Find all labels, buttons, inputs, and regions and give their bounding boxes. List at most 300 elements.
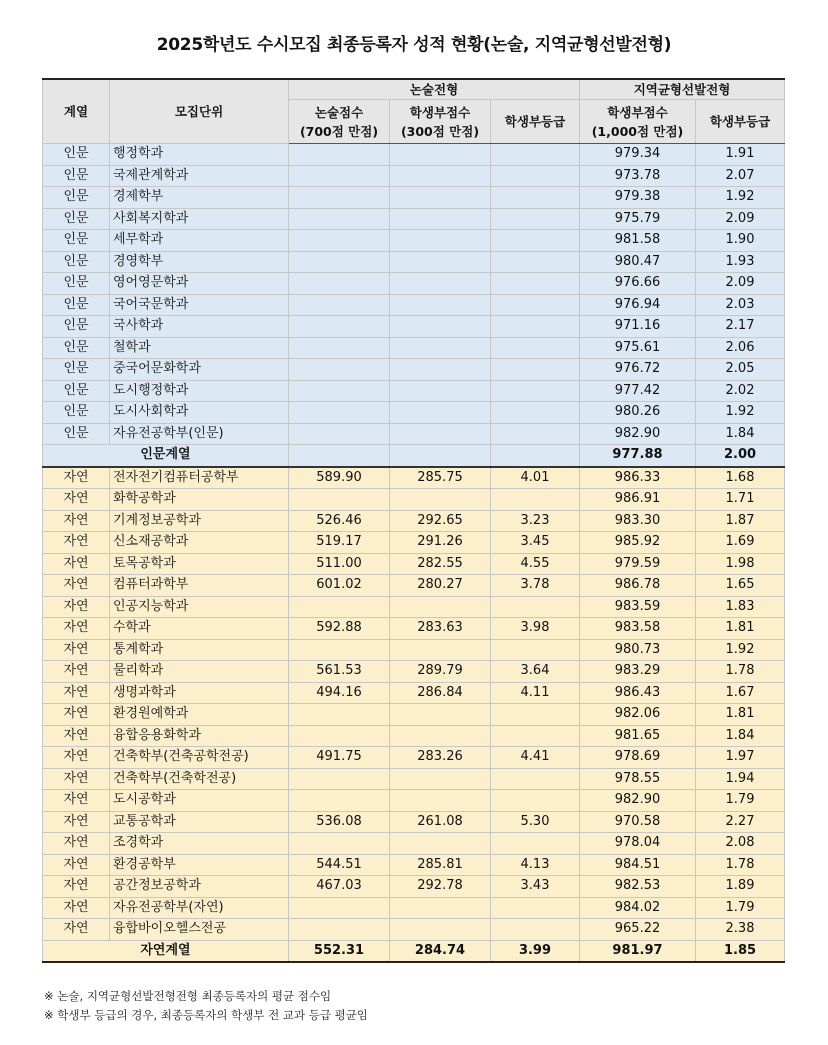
header-essay-group: 논술전형 <box>289 79 580 100</box>
table-row <box>43 618 785 640</box>
essay-score-cell <box>289 639 390 661</box>
regional-record-score-cell: 978.04 <box>580 833 696 855</box>
regional-record-score-cell: 965.22 <box>580 919 696 941</box>
subtotal-row <box>43 940 785 962</box>
regional-record-score-cell: 986.78 <box>580 575 696 597</box>
regional-record-score-cell: 971.16 <box>580 316 696 338</box>
header-essay-score-label: 논술점수 <box>314 104 364 120</box>
regional-grade-cell: 1.91 <box>696 144 785 166</box>
regional-grade-cell: 1.83 <box>696 596 785 618</box>
regional-record-score-cell: 970.58 <box>580 811 696 833</box>
header-essay-record-score-label: 학생부점수 <box>409 104 471 120</box>
table-row <box>43 359 785 381</box>
regional-grade-cell: 1.92 <box>696 187 785 209</box>
essay-record-score-cell <box>390 144 491 166</box>
track-cell: 인문 <box>43 165 110 187</box>
essay-record-score-cell: 283.63 <box>390 618 491 640</box>
track-cell: 자연 <box>43 768 110 790</box>
unit-cell: 생명과학과 <box>110 682 289 704</box>
table-row <box>43 423 785 445</box>
essay-grade-cell <box>491 316 580 338</box>
regional-record-score-cell: 977.42 <box>580 380 696 402</box>
essay-grade-cell <box>491 919 580 941</box>
essay-record-score-cell <box>390 273 491 295</box>
header-regional-record-score <box>580 100 696 144</box>
regional-record-score-cell: 980.73 <box>580 639 696 661</box>
essay-score-cell <box>289 919 390 941</box>
regional-grade-cell: 1.78 <box>696 661 785 683</box>
essay-score-cell: 526.46 <box>289 510 390 532</box>
essay-record-score-cell <box>390 402 491 424</box>
unit-cell: 전자전기컴퓨터공학부 <box>110 467 289 489</box>
regional-grade-cell: 2.38 <box>696 919 785 941</box>
regional-record-score-cell: 983.59 <box>580 596 696 618</box>
regional-grade-cell: 2.17 <box>696 316 785 338</box>
essay-grade-cell: 4.13 <box>491 854 580 876</box>
regional-grade-cell: 2.27 <box>696 811 785 833</box>
essay-grade-cell <box>491 897 580 919</box>
regional-grade-cell: 1.81 <box>696 704 785 726</box>
unit-cell: 국사학과 <box>110 316 289 338</box>
track-cell: 자연 <box>43 854 110 876</box>
essay-record-score-cell <box>390 790 491 812</box>
essay-grade-cell <box>491 833 580 855</box>
essay-record-score-cell: 286.84 <box>390 682 491 704</box>
essay-score-cell <box>289 251 390 273</box>
regional-record-score-cell: 985.92 <box>580 532 696 554</box>
track-cell: 자연 <box>43 532 110 554</box>
table-row <box>43 294 785 316</box>
regional-grade-cell: 1.81 <box>696 618 785 640</box>
essay-score-cell <box>289 423 390 445</box>
essay-score-cell <box>289 790 390 812</box>
essay-grade-cell <box>491 273 580 295</box>
unit-cell: 세무학과 <box>110 230 289 252</box>
essay-grade-cell <box>491 596 580 618</box>
subtotal-label: 자연계열 <box>43 940 289 962</box>
regional-record-score-cell: 981.58 <box>580 230 696 252</box>
subtotal-essay-score-cell <box>289 445 390 467</box>
unit-cell: 국제관계학과 <box>110 165 289 187</box>
subtotal-regional-record-score-cell: 977.88 <box>580 445 696 467</box>
subtotal-regional-grade-cell: 1.85 <box>696 940 785 962</box>
essay-record-score-cell <box>390 165 491 187</box>
essay-grade-cell <box>491 294 580 316</box>
track-cell: 인문 <box>43 251 110 273</box>
essay-score-cell <box>289 294 390 316</box>
table-row <box>43 532 785 554</box>
regional-record-score-cell: 986.43 <box>580 682 696 704</box>
table-row <box>43 854 785 876</box>
track-cell: 자연 <box>43 919 110 941</box>
unit-cell: 인공지능학과 <box>110 596 289 618</box>
table-row <box>43 337 785 359</box>
regional-grade-cell: 1.68 <box>696 467 785 489</box>
essay-grade-cell <box>491 790 580 812</box>
essay-grade-cell: 3.78 <box>491 575 580 597</box>
unit-cell: 교통공학과 <box>110 811 289 833</box>
track-cell: 인문 <box>43 144 110 166</box>
essay-record-score-cell <box>390 208 491 230</box>
regional-record-score-cell: 986.33 <box>580 467 696 489</box>
regional-grade-cell: 2.08 <box>696 833 785 855</box>
track-cell: 자연 <box>43 467 110 489</box>
essay-score-cell <box>289 402 390 424</box>
essay-score-cell <box>289 596 390 618</box>
track-cell: 자연 <box>43 553 110 575</box>
table-row <box>43 467 785 489</box>
footnote: ※ 논술, 지역균형선발전형전형 최종등록자의 평균 점수임 <box>44 989 332 1003</box>
essay-grade-cell: 3.64 <box>491 661 580 683</box>
table-row <box>43 165 785 187</box>
header-essay-grade: 학생부등급 <box>491 100 580 144</box>
essay-score-cell <box>289 208 390 230</box>
essay-grade-cell: 4.01 <box>491 467 580 489</box>
essay-grade-cell: 4.41 <box>491 747 580 769</box>
track-cell: 인문 <box>43 380 110 402</box>
track-cell: 자연 <box>43 876 110 898</box>
regional-record-score-cell: 986.91 <box>580 489 696 511</box>
regional-grade-cell: 1.97 <box>696 747 785 769</box>
table-row <box>43 704 785 726</box>
essay-score-cell <box>289 337 390 359</box>
track-cell: 자연 <box>43 725 110 747</box>
essay-record-score-cell <box>390 919 491 941</box>
track-cell: 인문 <box>43 359 110 381</box>
essay-record-score-cell <box>390 337 491 359</box>
essay-score-cell <box>289 380 390 402</box>
essay-record-score-cell <box>390 725 491 747</box>
subtotal-essay-record-score-cell <box>390 445 491 467</box>
table-row <box>43 790 785 812</box>
essay-record-score-cell <box>390 380 491 402</box>
essay-record-score-cell <box>390 639 491 661</box>
table-row <box>43 897 785 919</box>
essay-score-cell: 544.51 <box>289 854 390 876</box>
unit-cell: 도시행정학과 <box>110 380 289 402</box>
header-unit: 모집단위 <box>110 79 289 144</box>
header-regional-record-score-sub: (1,000점 만점) <box>591 123 684 139</box>
track-cell: 자연 <box>43 510 110 532</box>
regional-record-score-cell: 979.38 <box>580 187 696 209</box>
regional-grade-cell: 1.92 <box>696 639 785 661</box>
unit-cell: 경영학부 <box>110 251 289 273</box>
unit-cell: 기계정보공학과 <box>110 510 289 532</box>
regional-grade-cell: 1.98 <box>696 553 785 575</box>
essay-record-score-cell <box>390 833 491 855</box>
regional-record-score-cell: 978.55 <box>580 768 696 790</box>
subtotal-label: 인문계열 <box>43 445 289 467</box>
essay-record-score-cell <box>390 897 491 919</box>
unit-cell: 영어영문학과 <box>110 273 289 295</box>
essay-grade-cell: 5.30 <box>491 811 580 833</box>
essay-record-score-cell: 291.26 <box>390 532 491 554</box>
essay-grade-cell <box>491 337 580 359</box>
essay-score-cell <box>289 489 390 511</box>
essay-grade-cell <box>491 208 580 230</box>
header-regional-record-score-label: 학생부점수 <box>607 104 668 120</box>
page-title: 2025학년도 수시모집 최종등록자 성적 현황(논술, 지역균형선발전형) <box>156 35 672 55</box>
essay-score-cell: 494.16 <box>289 682 390 704</box>
essay-record-score-cell: 283.26 <box>390 747 491 769</box>
essay-record-score-cell: 285.81 <box>390 854 491 876</box>
essay-record-score-cell <box>390 423 491 445</box>
essay-grade-cell <box>491 639 580 661</box>
essay-grade-cell <box>491 230 580 252</box>
regional-grade-cell: 1.79 <box>696 790 785 812</box>
regional-grade-cell: 1.69 <box>696 532 785 554</box>
unit-cell: 환경공학부 <box>110 854 289 876</box>
essay-grade-cell: 4.11 <box>491 682 580 704</box>
regional-grade-cell: 1.94 <box>696 768 785 790</box>
table-row <box>43 273 785 295</box>
essay-record-score-cell <box>390 230 491 252</box>
track-cell: 자연 <box>43 833 110 855</box>
essay-score-cell <box>289 897 390 919</box>
regional-record-score-cell: 976.72 <box>580 359 696 381</box>
unit-cell: 국어국문학과 <box>110 294 289 316</box>
essay-grade-cell: 3.98 <box>491 618 580 640</box>
table-row <box>43 510 785 532</box>
table-row <box>43 575 785 597</box>
regional-grade-cell: 2.06 <box>696 337 785 359</box>
essay-score-cell <box>289 768 390 790</box>
essay-record-score-cell: 292.78 <box>390 876 491 898</box>
essay-record-score-cell <box>390 596 491 618</box>
table-row <box>43 402 785 424</box>
table-header <box>43 79 785 144</box>
track-cell: 인문 <box>43 294 110 316</box>
essay-record-score-cell <box>390 251 491 273</box>
header-essay-score-sub: (700점 만점) <box>299 123 379 139</box>
essay-record-score-cell <box>390 187 491 209</box>
regional-record-score-cell: 980.47 <box>580 251 696 273</box>
regional-grade-cell: 1.71 <box>696 489 785 511</box>
essay-score-cell: 536.08 <box>289 811 390 833</box>
essay-score-cell <box>289 833 390 855</box>
track-cell: 자연 <box>43 897 110 919</box>
essay-record-score-cell <box>390 359 491 381</box>
unit-cell: 신소재공학과 <box>110 532 289 554</box>
table-row <box>43 747 785 769</box>
track-cell: 인문 <box>43 208 110 230</box>
unit-cell: 물리학과 <box>110 661 289 683</box>
essay-record-score-cell: 285.75 <box>390 467 491 489</box>
essay-record-score-cell: 289.79 <box>390 661 491 683</box>
regional-grade-cell: 2.05 <box>696 359 785 381</box>
footnotes <box>44 987 368 1025</box>
essay-score-cell <box>289 704 390 726</box>
track-cell: 인문 <box>43 187 110 209</box>
essay-grade-cell: 4.55 <box>491 553 580 575</box>
essay-score-cell: 511.00 <box>289 553 390 575</box>
regional-grade-cell: 2.02 <box>696 380 785 402</box>
unit-cell: 도시공학과 <box>110 790 289 812</box>
header-essay-record-score <box>390 100 491 144</box>
table-row <box>43 919 785 941</box>
regional-grade-cell: 1.84 <box>696 725 785 747</box>
track-cell: 자연 <box>43 639 110 661</box>
footnote: ※ 학생부 등급의 경우, 최종등록자의 학생부 전 교과 등급 평균임 <box>44 1008 368 1022</box>
table-row <box>43 553 785 575</box>
essay-grade-cell <box>491 359 580 381</box>
track-cell: 인문 <box>43 402 110 424</box>
unit-cell: 중국어문화학과 <box>110 359 289 381</box>
essay-record-score-cell <box>390 316 491 338</box>
table-row <box>43 380 785 402</box>
table-row <box>43 251 785 273</box>
essay-record-score-cell: 292.65 <box>390 510 491 532</box>
subtotal-regional-record-score-cell: 981.97 <box>580 940 696 962</box>
regional-record-score-cell: 981.65 <box>580 725 696 747</box>
essay-score-cell: 589.90 <box>289 467 390 489</box>
table-row <box>43 208 785 230</box>
regional-record-score-cell: 976.94 <box>580 294 696 316</box>
regional-record-score-cell: 975.79 <box>580 208 696 230</box>
essay-grade-cell <box>491 144 580 166</box>
essay-record-score-cell: 280.27 <box>390 575 491 597</box>
essay-record-score-cell <box>390 704 491 726</box>
regional-record-score-cell: 980.26 <box>580 402 696 424</box>
unit-cell: 조경학과 <box>110 833 289 855</box>
essay-score-cell: 467.03 <box>289 876 390 898</box>
subtotal-essay-score-cell: 552.31 <box>289 940 390 962</box>
track-cell: 자연 <box>43 489 110 511</box>
track-cell: 인문 <box>43 230 110 252</box>
unit-cell: 수학과 <box>110 618 289 640</box>
track-cell: 인문 <box>43 316 110 338</box>
essay-grade-cell: 3.45 <box>491 532 580 554</box>
essay-score-cell: 601.02 <box>289 575 390 597</box>
unit-cell: 도시사회학과 <box>110 402 289 424</box>
subtotal-essay-record-score-cell: 284.74 <box>390 940 491 962</box>
unit-cell: 자유전공학부(인문) <box>110 423 289 445</box>
essay-record-score-cell <box>390 768 491 790</box>
unit-cell: 화학공학과 <box>110 489 289 511</box>
regional-record-score-cell: 982.90 <box>580 423 696 445</box>
table-body <box>43 144 785 963</box>
unit-cell: 철학과 <box>110 337 289 359</box>
subtotal-row <box>43 445 785 467</box>
track-cell: 자연 <box>43 811 110 833</box>
essay-grade-cell <box>491 187 580 209</box>
table-row <box>43 768 785 790</box>
track-cell: 인문 <box>43 337 110 359</box>
table-row <box>43 596 785 618</box>
essay-score-cell: 491.75 <box>289 747 390 769</box>
regional-record-score-cell: 982.90 <box>580 790 696 812</box>
regional-grade-cell: 2.09 <box>696 273 785 295</box>
unit-cell: 자유전공학부(자연) <box>110 897 289 919</box>
regional-record-score-cell: 979.34 <box>580 144 696 166</box>
essay-score-cell <box>289 187 390 209</box>
unit-cell: 융합바이오헬스전공 <box>110 919 289 941</box>
regional-grade-cell: 1.90 <box>696 230 785 252</box>
regional-grade-cell: 2.07 <box>696 165 785 187</box>
essay-record-score-cell: 261.08 <box>390 811 491 833</box>
header-essay-score <box>289 100 390 144</box>
track-cell: 자연 <box>43 704 110 726</box>
essay-score-cell: 561.53 <box>289 661 390 683</box>
regional-grade-cell: 1.93 <box>696 251 785 273</box>
regional-record-score-cell: 979.59 <box>580 553 696 575</box>
essay-grade-cell <box>491 768 580 790</box>
unit-cell: 행정학과 <box>110 144 289 166</box>
regional-grade-cell: 1.87 <box>696 510 785 532</box>
unit-cell: 토목공학과 <box>110 553 289 575</box>
unit-cell: 컴퓨터과학부 <box>110 575 289 597</box>
unit-cell: 건축학부(건축공학전공) <box>110 747 289 769</box>
essay-score-cell: 519.17 <box>289 532 390 554</box>
track-cell: 인문 <box>43 423 110 445</box>
essay-grade-cell <box>491 251 580 273</box>
table-row <box>43 682 785 704</box>
regional-record-score-cell: 982.53 <box>580 876 696 898</box>
essay-score-cell <box>289 165 390 187</box>
regional-grade-cell: 1.89 <box>696 876 785 898</box>
essay-score-cell <box>289 144 390 166</box>
essay-record-score-cell <box>390 489 491 511</box>
table-row <box>43 725 785 747</box>
table-row <box>43 316 785 338</box>
track-cell: 자연 <box>43 747 110 769</box>
essay-score-cell <box>289 316 390 338</box>
essay-grade-cell: 3.43 <box>491 876 580 898</box>
track-cell: 자연 <box>43 596 110 618</box>
table-row <box>43 833 785 855</box>
unit-cell: 경제학부 <box>110 187 289 209</box>
essay-grade-cell <box>491 402 580 424</box>
regional-record-score-cell: 983.30 <box>580 510 696 532</box>
regional-record-score-cell: 973.78 <box>580 165 696 187</box>
header-regional-group: 지역균형선발전형 <box>580 79 785 100</box>
regional-grade-cell: 1.67 <box>696 682 785 704</box>
regional-grade-cell: 2.09 <box>696 208 785 230</box>
essay-score-cell <box>289 273 390 295</box>
regional-grade-cell: 1.84 <box>696 423 785 445</box>
regional-record-score-cell: 982.06 <box>580 704 696 726</box>
regional-record-score-cell: 984.02 <box>580 897 696 919</box>
essay-grade-cell <box>491 489 580 511</box>
track-cell: 자연 <box>43 790 110 812</box>
essay-record-score-cell <box>390 294 491 316</box>
regional-grade-cell: 1.92 <box>696 402 785 424</box>
track-cell: 자연 <box>43 661 110 683</box>
unit-cell: 건축학부(건축학전공) <box>110 768 289 790</box>
essay-score-cell: 592.88 <box>289 618 390 640</box>
subtotal-regional-grade-cell: 2.00 <box>696 445 785 467</box>
table-row <box>43 187 785 209</box>
track-cell: 인문 <box>43 273 110 295</box>
essay-record-score-cell: 282.55 <box>390 553 491 575</box>
header-track: 계열 <box>43 79 110 144</box>
unit-cell: 공간정보공학과 <box>110 876 289 898</box>
track-cell: 자연 <box>43 575 110 597</box>
essay-grade-cell: 3.23 <box>491 510 580 532</box>
unit-cell: 통계학과 <box>110 639 289 661</box>
admission-results-table <box>42 78 785 963</box>
track-cell: 자연 <box>43 618 110 640</box>
table-row <box>43 639 785 661</box>
subtotal-essay-grade-cell: 3.99 <box>491 940 580 962</box>
track-cell: 자연 <box>43 682 110 704</box>
essay-grade-cell <box>491 423 580 445</box>
unit-cell: 융합응용화학과 <box>110 725 289 747</box>
essay-score-cell <box>289 725 390 747</box>
table-row <box>43 876 785 898</box>
regional-grade-cell: 1.79 <box>696 897 785 919</box>
regional-grade-cell: 1.65 <box>696 575 785 597</box>
